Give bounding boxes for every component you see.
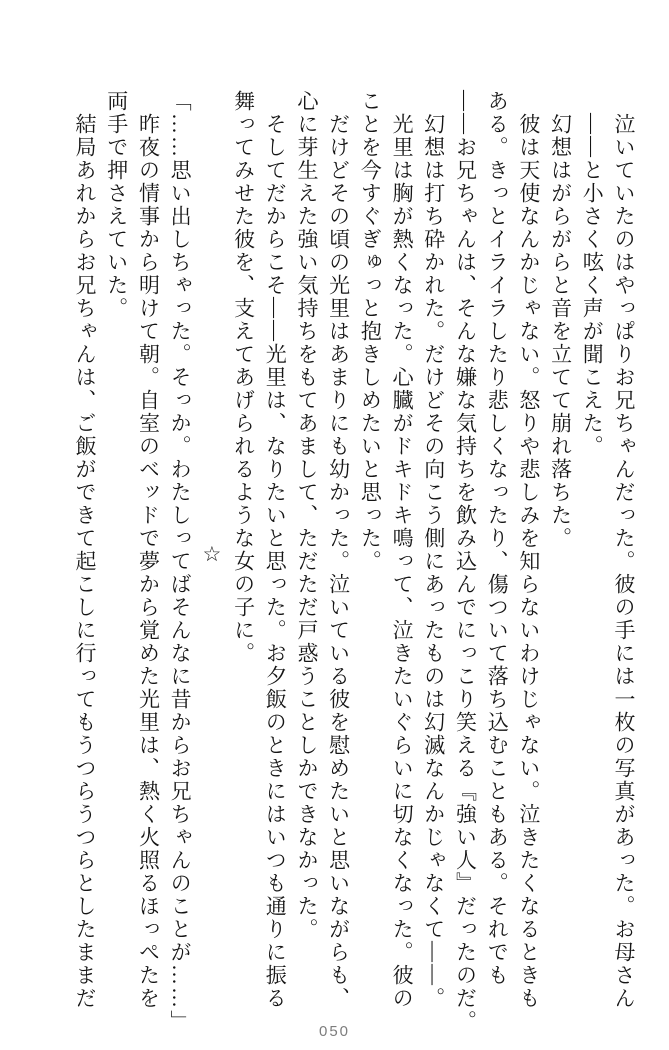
- text-line: 舞ってみせた彼を、支えてあげられるような女の子に。: [231, 90, 256, 665]
- text-line: ある。きっとイライラしたり悲しくなったり、傷ついて落ち込むこともある。それでも: [485, 90, 510, 987]
- text-line: 心に芽生えた強い気持ちをもてあまして、ただただ戸惑うことしかできなかった。: [294, 90, 319, 941]
- text-line: ――お兄ちゃんは、そんな嫌な気持ちを飲み込んでにっこり笑える『強い人』だったのだ。: [453, 90, 478, 1033]
- page-number: 050: [318, 1023, 351, 1040]
- text-line: 泣いていたのはやっぱりお兄ちゃんだった。彼の手には一枚の写真があった。お母さん: [612, 90, 636, 1010]
- text-line: 「……思い出しちゃった。そっか。わたしってばそんなに昔からお兄ちゃんのことが……」: [168, 90, 193, 1033]
- text-line: 幻想はがらがらと音を立てて崩れ落ちた。: [548, 90, 573, 550]
- text-line: だけどその頃の光里はあまりにも幼かった。泣いている彼を慰めたいと思いながらも、: [326, 90, 351, 1010]
- text-line: 結局あれからお兄ちゃんは、ご飯ができて起こしに行ってもうつらうつらとしたままだ: [73, 90, 98, 1010]
- text-line: 昨夜の情事から明けて朝。自室のベッドで夢から覚めた光里は、熱く火照るほっぺたを: [136, 90, 161, 1010]
- text-line: 両手で押さえていた。: [104, 90, 129, 320]
- text-line: ――と小さく呟く声が聞こえた。: [580, 90, 605, 458]
- text-line: そしてだからこそ――光里は、なりたいと思った。お夕飯のときにはいつも通りに振る: [263, 90, 288, 1010]
- text-line: 幻想は打ち砕かれた。だけどその向こう側にあったものは幻滅なんかじゃなくて――。: [421, 90, 446, 1010]
- text-line: 光里は胸が熱くなった。心臓がドキドキ鳴って、泣きたいぐらいに切なくなった。彼の: [390, 90, 415, 1010]
- section-divider-star: ☆: [199, 542, 224, 566]
- text-line: 彼は天使なんかじゃない。怒りや悲しみを知らないわけじゃない。泣きたくなるときも: [516, 90, 541, 1010]
- text-line: ことを今すぐぎゅっと抱きしめたいと思った。: [358, 90, 383, 573]
